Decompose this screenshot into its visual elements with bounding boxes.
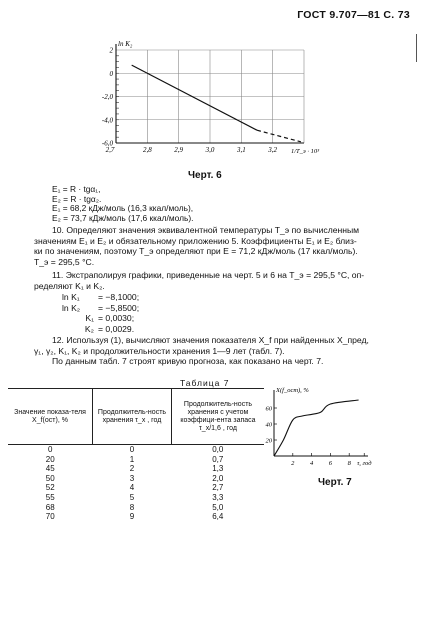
table-row [8, 464, 264, 474]
table-cell: 68 [45, 502, 55, 512]
value-number: = −5,8500; [98, 302, 140, 313]
paragraph-12 [34, 335, 414, 367]
value-name: K₁ [85, 313, 94, 324]
table-header-cell: Значение показа-теля X_f(ост), % [8, 389, 93, 445]
table-header-cell: Продолжитель-ность хранения с учетом коэффици-ента запаса τ_х/1,6 , год [172, 389, 265, 445]
table-cell: 55 [45, 492, 55, 502]
chart6-caption: Черт. 6 [188, 170, 222, 181]
chart7-ytick-label: 40 [265, 421, 272, 429]
paragraph-11 [34, 270, 410, 291]
chart7-xtick-label: τ, год [356, 460, 372, 467]
table-row [8, 474, 264, 484]
chart6-xtick-label: 3,1 [236, 146, 246, 154]
equation-line: E₂ = R · tgα₂. [52, 193, 102, 204]
value-number: = 0,0030; [98, 313, 135, 324]
text-line: T_э = 295,5 °С. [34, 256, 95, 267]
chart7-xtick-label: 4 [309, 460, 314, 467]
text-line: По данным табл. 7 строят кривую прогноза, как показано на черт. 7. [52, 356, 324, 367]
text-line: 11. Экстраполируя графики, приведенные на черт. 5 и 6 на T_э = 295,5 °С, оп- [52, 270, 365, 280]
chart6-series-line [257, 130, 301, 142]
chart7-plot [266, 387, 373, 467]
chart7-xtick-label: 2 [291, 460, 295, 467]
chart6-ytick-label: 2 [109, 46, 113, 55]
equation-line: E₂ = 73,7 кДж/моль (17,6 ккал/моль). [52, 212, 194, 223]
equation-line: E₁ = R · tgα₁, [52, 184, 101, 194]
chart6-xtick-label: 2,9 [174, 146, 184, 154]
page-header: ГОСТ 9.707—81 С. 73 [297, 9, 410, 21]
table-cell: 2,0 [212, 473, 224, 483]
table-cell: 1,3 [212, 464, 224, 474]
text-line: γ₁, γ₂, K₁, K₂ и продолжительности хранения 1—9 лет (табл. 7). [34, 345, 285, 356]
chart6-lines [132, 65, 301, 142]
table-row [8, 455, 264, 465]
chart7-xtick-label: 6 [328, 460, 333, 467]
text-line: значениям E₁ и E₂ и обязательному приложению 5. Коэффициенты E₁ и E₂ близ- [34, 235, 357, 246]
table-cell: 70 [45, 512, 55, 522]
table-cell: 3 [129, 473, 135, 483]
table-cell: 50 [45, 473, 55, 483]
chart6-ytick-label: 0 [109, 69, 113, 78]
value-row [62, 292, 139, 303]
value-name: ln K₂ [62, 302, 81, 313]
table-cell: 3,3 [212, 492, 224, 502]
paragraph-10 [34, 225, 410, 267]
table-cell: 5,0 [212, 502, 224, 512]
table-cell: 0 [129, 445, 135, 454]
chart6-ytick-label: -2,0 [101, 93, 113, 101]
value-row [62, 303, 139, 314]
margin-mark [416, 34, 417, 62]
value-row [62, 324, 139, 335]
equation-line: E₁ = 68,2 кДж/моль (16,3 ккал/моль), [52, 203, 194, 214]
chart6-xtick-label: 3,2 [268, 146, 278, 154]
table-row [8, 445, 264, 455]
value-name: K₂ [84, 323, 94, 334]
table-cell: 0,0 [212, 445, 224, 454]
value-number: = 0,0029. [98, 323, 135, 334]
chart6-ylabel: ln K₂ [118, 40, 133, 48]
chart6-ytick-label: -4,0 [101, 116, 113, 125]
value-name: ln K₁ [62, 292, 80, 302]
table-row [8, 483, 264, 493]
table-cell: 20 [45, 454, 55, 464]
text-line: ределяют K₁ и K₂. [34, 280, 105, 291]
chart7-ylabel: X(f_ост), % [276, 387, 309, 394]
k-values [62, 292, 139, 334]
table-cell: 9 [129, 512, 135, 522]
table-cell: 0,7 [212, 454, 224, 464]
chart7-curve [274, 400, 359, 456]
text-line: 12. Используя (1), вычисляют значения показателя X_f при найденных X_пред, [52, 335, 369, 345]
table7-title: Таблица 7 [180, 378, 230, 388]
table-cell: 52 [45, 483, 55, 493]
table-cell: 5 [129, 492, 135, 502]
chart6-xtick-label: 2,8 [142, 146, 152, 154]
value-row [62, 313, 139, 324]
chart7-ytick-label: 60 [265, 405, 272, 413]
table-cell: 45 [45, 464, 55, 474]
table-cell: 4 [129, 483, 135, 493]
chart7-xtick-label: 8 [347, 460, 351, 467]
table-header-row [8, 389, 264, 445]
chart7 [262, 384, 378, 474]
chart6-ytick-label: -6,0 [101, 139, 113, 148]
chart6-xtick-label: 3,0 [205, 146, 215, 154]
chart6-grid [116, 44, 304, 143]
chart6-xtick-label: 2,7 [105, 146, 115, 154]
value-number: = −8,1000; [98, 292, 140, 302]
table-cell: 6,4 [212, 512, 224, 522]
text-line: 10. Определяют значения эквивалентной температуры T_э по вычисленным [52, 225, 360, 235]
table-row [8, 493, 264, 503]
chart6 [86, 38, 326, 160]
text-line: ки по значениям, поэтому T_э определяют при E = 71,2 кДж/моль (17 ккал/моль). [34, 246, 358, 257]
table-row [8, 503, 264, 513]
chart6-series-line [132, 65, 257, 130]
chart7-caption: Черт. 7 [318, 477, 352, 488]
table7 [8, 388, 264, 522]
chart6-xunit-label: 1/T_э · 10³ [290, 148, 320, 155]
chart7-ytick-label: 20 [265, 437, 272, 445]
equations-block [52, 185, 193, 223]
table-header-cell: Продолжитель-ность хранения τ_х , год [93, 389, 172, 445]
table-cell: 2 [129, 464, 135, 474]
table-cell: 1 [129, 454, 135, 464]
table-cell: 8 [129, 502, 135, 512]
table-row [8, 512, 264, 522]
table-cell: 0 [48, 445, 53, 454]
table-cell: 2,7 [212, 483, 224, 493]
